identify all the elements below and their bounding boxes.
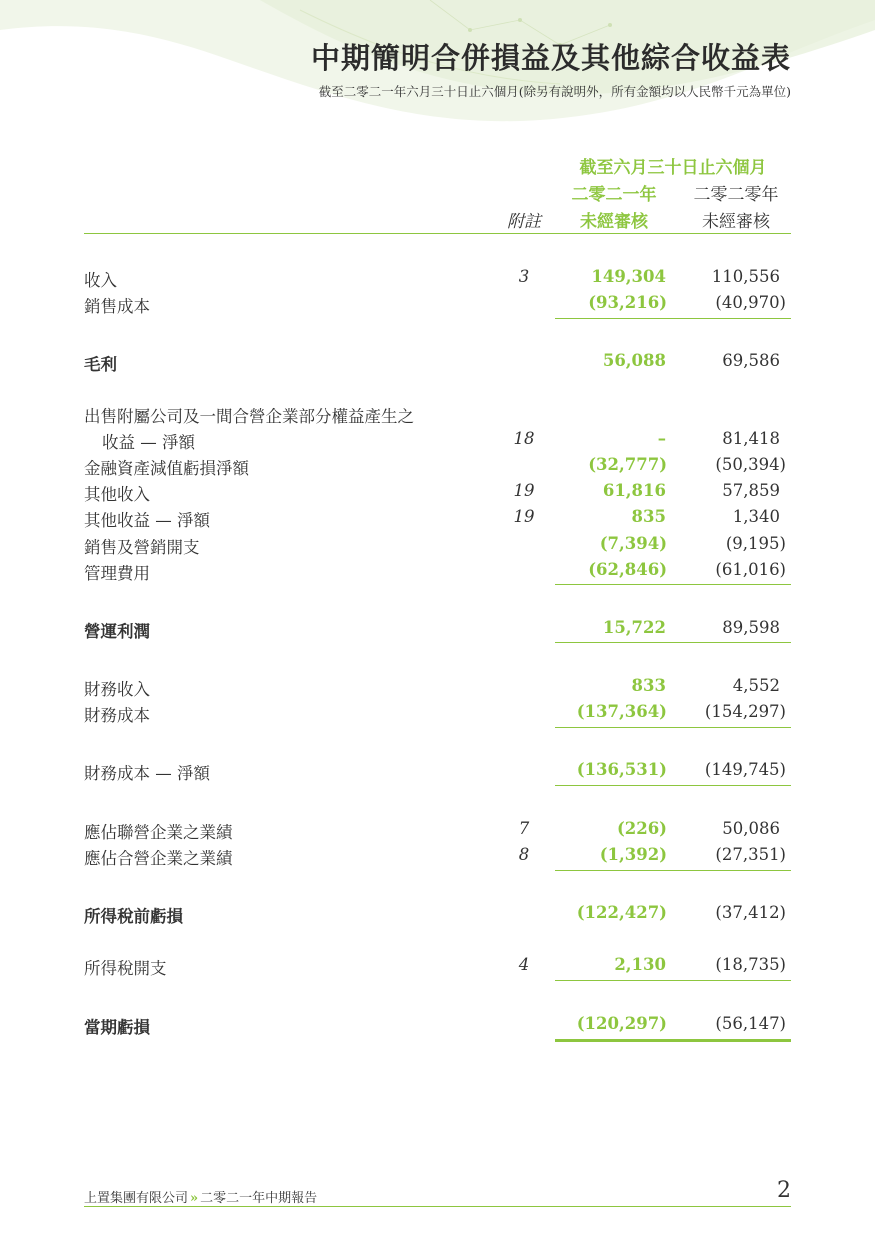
row-note: 4	[518, 955, 530, 974]
row-prior-value: 57,859	[722, 481, 780, 500]
row-prior-value: (61,016)	[715, 560, 786, 579]
row-current-value: 2,130	[614, 955, 666, 974]
page-title: 中期簡明合併損益及其他綜合收益表	[310, 41, 791, 75]
row-label: 所得稅前虧損	[84, 907, 183, 926]
table-row	[0, 819, 875, 843]
table-row	[0, 955, 875, 979]
row-prior-value: 4,552	[732, 676, 780, 695]
period-header: 截至六月三十日止六個月	[579, 158, 767, 178]
table-row	[0, 534, 875, 558]
footer	[84, 1187, 317, 1206]
row-label: 銷售及營銷開支	[84, 538, 200, 557]
row-label: 當期虧損	[84, 1018, 150, 1037]
row-prior-value: 50,086	[722, 819, 780, 838]
subtotal-rule	[555, 980, 791, 981]
row-current-value: (7,394)	[599, 534, 667, 553]
row-prior-value: (9,195)	[725, 534, 786, 553]
footer-company: 上置集團有限公司	[84, 1191, 189, 1206]
row-note: 18	[513, 429, 535, 448]
row-prior-value: 69,586	[722, 351, 780, 370]
row-label: 財務成本	[84, 706, 150, 725]
audit-prior-header: 未經審核	[702, 212, 770, 232]
row-note: 7	[518, 819, 530, 838]
table-row	[0, 1014, 875, 1038]
row-current-value: 833	[631, 676, 666, 695]
row-label: 管理費用	[84, 564, 150, 583]
table-row	[0, 560, 875, 584]
table-row	[0, 903, 875, 927]
table-row	[0, 455, 875, 479]
subtotal-rule	[555, 584, 791, 585]
chevron-right-icon: »	[190, 1191, 199, 1206]
page-number: 2	[777, 1178, 791, 1203]
table-row	[0, 293, 875, 317]
row-prior-value: (18,735)	[715, 955, 786, 974]
row-label: 財務收入	[84, 680, 150, 699]
row-prior-value: (27,351)	[715, 845, 786, 864]
row-current-value: 56,088	[602, 351, 666, 370]
subtotal-rule	[555, 727, 791, 728]
row-label: 收入	[84, 271, 117, 290]
row-prior-value: 110,556	[711, 267, 780, 286]
audit-current-header: 未經審核	[580, 212, 648, 232]
table-row	[0, 507, 875, 531]
table-row	[0, 702, 875, 726]
subtotal-rule	[555, 870, 791, 871]
subtotal-rule	[555, 642, 791, 643]
year-prior-header: 二零二零年	[693, 185, 779, 205]
table-row	[0, 267, 875, 291]
row-label: 金融資產減值虧損淨額	[84, 459, 249, 478]
row-current-value: 835	[631, 507, 666, 526]
row-current-value: (136,531)	[576, 760, 667, 779]
row-current-value: (1,392)	[599, 845, 667, 864]
row-current-value: (93,216)	[588, 293, 667, 312]
row-prior-value: (154,297)	[704, 702, 786, 721]
table-row	[0, 760, 875, 784]
table-row	[0, 676, 875, 700]
row-note: 19	[513, 481, 535, 500]
table-row	[0, 481, 875, 505]
note-column-header: 附註	[507, 212, 541, 232]
table-row	[0, 429, 875, 453]
table-row	[0, 351, 875, 375]
row-note: 3	[518, 267, 530, 286]
header-rule	[84, 233, 791, 234]
row-prior-value: (50,394)	[715, 455, 786, 474]
row-prior-value: 81,418	[722, 429, 780, 448]
total-double-rule	[555, 1039, 791, 1042]
year-current-header: 二零二一年	[571, 185, 657, 205]
row-label: 所得稅開支	[84, 959, 167, 978]
table-row	[0, 845, 875, 869]
row-label: 收益 — 淨額	[102, 433, 195, 452]
row-current-value: (120,297)	[576, 1014, 667, 1033]
row-current-value: (122,427)	[576, 903, 667, 922]
row-current-value: (226)	[616, 819, 667, 838]
row-current-value: –	[657, 429, 666, 448]
row-current-value: (32,777)	[588, 455, 667, 474]
row-note: 8	[518, 845, 530, 864]
row-label: 出售附屬公司及一間合營企業部分權益產生之	[84, 407, 414, 426]
row-prior-value: (149,745)	[704, 760, 786, 779]
row-current-value: 149,304	[591, 267, 666, 286]
table-row	[0, 618, 875, 642]
row-label: 其他收入	[84, 485, 150, 504]
row-prior-value: 89,598	[722, 618, 780, 637]
row-label: 其他收益 — 淨額	[84, 511, 210, 530]
page-subtitle: 截至二零二一年六月三十日止六個月(除另有說明外，所有金額均以人民幣千元為單位)	[318, 84, 791, 99]
row-prior-value: (37,412)	[715, 903, 786, 922]
row-current-value: 15,722	[602, 618, 666, 637]
row-current-value: 61,816	[602, 481, 666, 500]
row-label: 應佔聯營企業之業績	[84, 823, 233, 842]
row-label: 毛利	[84, 355, 117, 374]
row-prior-value: (56,147)	[715, 1014, 786, 1033]
row-label: 銷售成本	[84, 297, 150, 316]
row-note: 19	[513, 507, 535, 526]
row-prior-value: (40,970)	[715, 293, 786, 312]
subtotal-rule	[555, 785, 791, 786]
row-prior-value: 1,340	[732, 507, 780, 526]
row-current-value: (137,364)	[576, 702, 667, 721]
table-row	[0, 403, 875, 427]
row-label: 應佔合營企業之業績	[84, 849, 233, 868]
footer-rule	[84, 1206, 791, 1207]
row-label: 財務成本 — 淨額	[84, 764, 210, 783]
row-label: 營運利潤	[84, 622, 150, 641]
subtotal-rule	[555, 318, 791, 319]
row-current-value: (62,846)	[588, 560, 667, 579]
footer-report: 二零二一年中期報告	[200, 1191, 318, 1206]
